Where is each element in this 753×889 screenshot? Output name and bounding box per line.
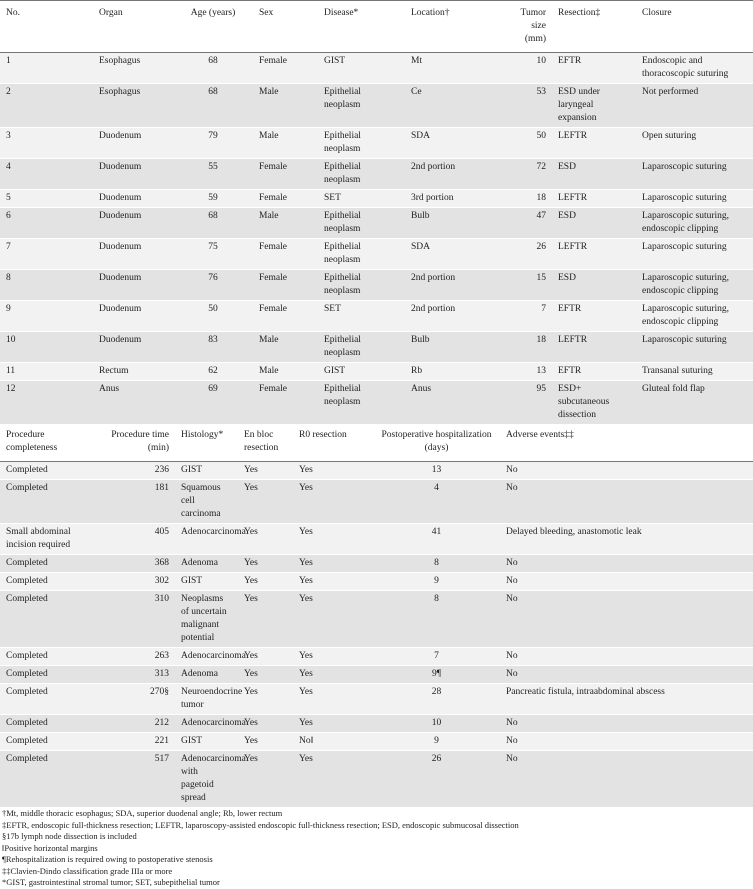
table-cell: LEFTR — [558, 242, 588, 252]
table-cell: 83 — [208, 335, 218, 345]
table-cell: SDA — [411, 131, 431, 141]
table-cell: GIST — [324, 366, 346, 376]
table-row — [0, 733, 753, 751]
table-cell: LEFTR — [558, 193, 588, 203]
table-cell: Laparoscopic suturing, endoscopic clipping — [642, 304, 730, 327]
table-cell: Epithelial neoplasm — [324, 211, 361, 234]
column-header: Histology* — [181, 430, 224, 440]
table-cell: Duodenum — [99, 162, 142, 172]
table-cell: 7 — [6, 242, 11, 252]
table1-header-row — [0, 1, 753, 53]
column-header: Tumor size (mm) — [520, 8, 546, 44]
table-cell: 8 — [6, 273, 11, 283]
table-cell: 2nd portion — [411, 162, 456, 172]
table-cell: ESD+ subcutaneous dissection — [558, 384, 610, 420]
table-row — [0, 381, 753, 425]
table-cell: 1 — [6, 56, 11, 66]
table-cell: No — [506, 576, 518, 586]
table-cell: Male — [259, 131, 279, 141]
table-cell: Yes — [244, 465, 258, 475]
table-cell: Yes — [299, 483, 313, 493]
table-row — [0, 84, 753, 128]
table-row — [0, 684, 753, 715]
table-cell: 55 — [208, 162, 218, 172]
table-cell: 3rd portion — [411, 193, 454, 203]
table-cell: Completed — [6, 465, 48, 475]
table-cell: 76 — [208, 273, 218, 283]
table-cell: Yes — [244, 576, 258, 586]
table-cell: EFTR — [558, 366, 582, 376]
table-cell: Laparoscopic suturing — [642, 193, 727, 203]
table-cell: 181 — [154, 483, 169, 493]
table-cell: 310 — [154, 594, 169, 604]
table-cell: Small abdominal incision required — [6, 527, 71, 550]
table-cell: LEFTR — [558, 335, 588, 345]
table-cell: GIST — [181, 576, 203, 586]
table-cell: No — [506, 483, 518, 493]
table-cell: Female — [259, 162, 287, 172]
table-cell: No — [506, 669, 518, 679]
footnote: ‡‡Clavien-Dindo classification grade IIIa or more — [2, 865, 173, 876]
table-cell: Adenocarcinoma — [181, 651, 246, 661]
table-cell: Completed — [6, 558, 48, 568]
table-cell: Female — [259, 304, 287, 314]
table-cell: Esophagus — [99, 56, 141, 66]
table-cell: Yes — [299, 669, 313, 679]
table-row — [0, 573, 753, 591]
table-cell: 9¶ — [431, 669, 442, 679]
table-cell: Adenocarcinoma with pagetoid spread — [181, 754, 246, 803]
table-cell: Yes — [299, 594, 313, 604]
table-cell: Yes — [244, 687, 258, 697]
table-cell: Yes — [244, 718, 258, 728]
footnotes — [0, 808, 753, 889]
table-cell: 2 — [6, 87, 11, 97]
table-cell: Duodenum — [99, 273, 142, 283]
table-cell: Adenoma — [181, 669, 218, 679]
table-cell: Gluteal fold flap — [642, 384, 705, 394]
table-cell: Female — [259, 193, 287, 203]
table-cell: 8 — [434, 594, 439, 604]
table-cell: Yes — [244, 736, 258, 746]
table-cell: 212 — [154, 718, 169, 728]
table-row — [0, 480, 753, 524]
table-cell: Epithelial neoplasm — [324, 131, 361, 154]
table-cell: 68 — [208, 87, 218, 97]
table-cell: 9 — [434, 576, 439, 586]
table-cell: 50 — [208, 304, 218, 314]
table-cell: Female — [259, 56, 287, 66]
table-row — [0, 524, 753, 555]
table-cell: Esophagus — [99, 87, 141, 97]
table-cell: Duodenum — [99, 242, 142, 252]
table-row — [0, 666, 753, 684]
table-cell: 302 — [154, 576, 169, 586]
table-cell: Duodenum — [99, 211, 142, 221]
table-cell: Female — [259, 242, 287, 252]
column-header: En bloc resection — [244, 430, 279, 453]
table-cell: Bulb — [411, 211, 430, 221]
table-row — [0, 332, 753, 363]
table-cell: 11 — [6, 366, 16, 376]
table-row — [0, 363, 753, 381]
table-cell: 13 — [431, 465, 442, 475]
table-cell: Laparoscopic suturing — [642, 242, 727, 252]
table-cell: Yes — [244, 527, 258, 537]
table-cell: Yes — [299, 718, 313, 728]
table-cell: 313 — [154, 669, 169, 679]
table-cell: Duodenum — [99, 131, 142, 141]
table-cell: Completed — [6, 669, 48, 679]
table-row — [0, 53, 753, 84]
column-header: Postoperative hospitalization (days) — [381, 430, 492, 453]
column-header: Procedure time (min) — [111, 430, 169, 453]
table-row — [0, 301, 753, 332]
table-cell: EFTR — [558, 304, 582, 314]
table-cell: 4 — [6, 162, 11, 172]
table-cell: Completed — [6, 718, 48, 728]
procedure-outcomes-table — [0, 425, 753, 808]
table-cell: 6 — [6, 211, 11, 221]
table-cell: Not performed — [642, 87, 699, 97]
table-cell: Completed — [6, 736, 48, 746]
table-cell: 9 — [434, 736, 439, 746]
table-cell: Epithelial neoplasm — [324, 335, 361, 358]
table-cell: No — [506, 718, 518, 728]
table-cell: Delayed bleeding, anastomotic leak — [506, 527, 642, 537]
table-cell: 8 — [434, 558, 439, 568]
table-cell: Transanal suturing — [642, 366, 713, 376]
table-cell: No — [506, 736, 518, 746]
table-cell: No — [506, 594, 518, 604]
table-cell: Yes — [244, 594, 258, 604]
table-cell: Laparoscopic suturing — [642, 335, 727, 345]
table-cell: No‖ — [299, 736, 314, 746]
table-cell: Adenocarcinoma — [181, 718, 246, 728]
table-row — [0, 159, 753, 190]
table-cell: 15 — [536, 273, 546, 283]
table-cell: ESD — [558, 273, 576, 283]
table-row — [0, 128, 753, 159]
table-row — [0, 648, 753, 666]
table-cell: 79 — [208, 131, 218, 141]
table-cell: Rb — [411, 366, 423, 376]
table-cell: Completed — [6, 483, 48, 493]
table-row — [0, 591, 753, 648]
table-cell: Rectum — [99, 366, 129, 376]
table-cell: 50 — [536, 131, 546, 141]
table-cell: Yes — [299, 754, 313, 764]
table-cell: 3 — [6, 131, 11, 141]
table-cell: Duodenum — [99, 335, 142, 345]
footnote: ‡EFTR, endoscopic full-thickness resection; LEFTR, laparoscopy-assisted endoscopic full-thickness resection; ESD, endoscopic submucosal dissection — [2, 819, 519, 830]
table-cell: 41 — [431, 527, 442, 537]
table-cell: Epithelial neoplasm — [324, 384, 361, 407]
table-row — [0, 555, 753, 573]
table-cell: EFTR — [558, 56, 582, 66]
table-cell: Laparoscopic suturing, endoscopic clipping — [642, 211, 730, 234]
column-header: Location† — [411, 8, 450, 18]
table-cell: 59 — [208, 193, 218, 203]
footnote: †Mt, middle thoracic esophagus; SDA, superior duodenal angle; Rb, lower rectum — [2, 808, 283, 818]
table-cell: Yes — [299, 651, 313, 661]
table-cell: Male — [259, 87, 279, 97]
table-cell: 10 — [431, 718, 442, 728]
table-cell: 95 — [536, 384, 546, 394]
table-cell: Completed — [6, 754, 48, 764]
table-cell: GIST — [181, 736, 203, 746]
table-row — [0, 715, 753, 733]
table-cell: 7 — [434, 651, 439, 661]
table-cell: Female — [259, 273, 287, 283]
table-cell: SET — [324, 193, 341, 203]
column-header: Disease* — [324, 8, 359, 18]
table-cell: SET — [324, 304, 341, 314]
table-cell: Female — [259, 384, 287, 394]
table-cell: 18 — [536, 335, 546, 345]
table-cell: 75 — [208, 242, 218, 252]
table-cell: Adenoma — [181, 558, 218, 568]
table-cell: Yes — [299, 527, 313, 537]
table-cell: 28 — [431, 687, 442, 697]
table-cell: Ce — [411, 87, 422, 97]
table-cell: No — [506, 754, 518, 764]
table-cell: 270§ — [150, 687, 169, 697]
table-cell: Epithelial neoplasm — [324, 87, 361, 110]
table-row — [0, 751, 753, 808]
table-cell: Pancreatic fistula, intraabdominal abscess — [506, 687, 665, 697]
table-cell: Yes — [299, 465, 313, 475]
table-cell: 221 — [154, 736, 169, 746]
table-cell: ESD — [558, 211, 576, 221]
table-cell: Completed — [6, 576, 48, 586]
table2-header-row — [0, 425, 753, 462]
table-cell: Yes — [299, 687, 313, 697]
table-cell: Neuroendocrine tumor — [181, 687, 243, 710]
table-cell: 68 — [208, 211, 218, 221]
table-cell: Yes — [244, 754, 258, 764]
table-cell: LEFTR — [558, 131, 588, 141]
table-cell: 9 — [6, 304, 11, 314]
table-cell: Yes — [244, 483, 258, 493]
table-cell: Adenocarcinoma — [181, 527, 246, 537]
footnote: §17b lymph node dissection is included — [2, 831, 137, 841]
table-cell: Squamous cell carcinoma — [181, 483, 221, 519]
table-cell: SDA — [411, 242, 431, 252]
table-cell: Duodenum — [99, 193, 142, 203]
table-cell: Male — [259, 335, 279, 345]
table-cell: No — [506, 465, 518, 475]
column-header: Closure — [642, 8, 672, 18]
table-cell: 10 — [6, 335, 16, 345]
table-cell: 7 — [541, 304, 546, 314]
table-cell: Completed — [6, 594, 48, 604]
table-cell: 4 — [434, 483, 439, 493]
table-cell: 368 — [154, 558, 169, 568]
table-cell: Neoplasms of uncertain malignant potential — [181, 594, 227, 643]
table-cell: Epithelial neoplasm — [324, 273, 361, 296]
patient-characteristics-table — [0, 0, 753, 425]
table-cell: No — [506, 651, 518, 661]
table-cell: Anus — [411, 384, 432, 394]
table-cell: 13 — [536, 366, 546, 376]
table-cell: Endoscopic and thoracoscopic suturing — [642, 56, 729, 79]
table-cell: 2nd portion — [411, 304, 456, 314]
table-row — [0, 190, 753, 208]
table-cell: Yes — [244, 558, 258, 568]
table-cell: 12 — [6, 384, 16, 394]
table-cell: 53 — [536, 87, 546, 97]
column-header: R0 resection — [299, 430, 347, 440]
table-cell: Male — [259, 366, 279, 376]
footnote: *GIST, gastrointestinal stromal tumor; SET, subepithelial tumor — [2, 877, 220, 887]
table-cell: Completed — [6, 687, 48, 697]
table-row — [0, 270, 753, 301]
table-cell: 26 — [431, 754, 442, 764]
table-cell: GIST — [181, 465, 203, 475]
table-cell: 517 — [154, 754, 169, 764]
table-cell: 405 — [154, 527, 169, 537]
table-cell: 72 — [536, 162, 546, 172]
table-cell: Yes — [299, 576, 313, 586]
table-cell: 68 — [208, 56, 218, 66]
column-header: Resection‡ — [558, 8, 601, 18]
table-cell: No — [506, 558, 518, 568]
table-cell: 62 — [208, 366, 218, 376]
column-header: Age (years) — [190, 8, 236, 18]
table-cell: Epithelial neoplasm — [324, 242, 361, 265]
table-cell: Yes — [244, 651, 258, 661]
table-cell: Anus — [99, 384, 120, 394]
table-cell: 236 — [154, 465, 169, 475]
column-header: Sex — [259, 8, 274, 18]
table-cell: Yes — [244, 669, 258, 679]
table-cell: Male — [259, 211, 279, 221]
table-cell: ESD under laryngeal expansion — [558, 87, 600, 123]
table-cell: 47 — [536, 211, 546, 221]
column-header: No. — [6, 8, 20, 18]
table-cell: Laparoscopic suturing, endoscopic clipping — [642, 273, 730, 296]
column-header: Adverse events‡‡ — [506, 430, 574, 440]
table-cell: 18 — [536, 193, 546, 203]
table-cell: Completed — [6, 651, 48, 661]
table-cell: 2nd portion — [411, 273, 456, 283]
table-cell: 69 — [208, 384, 218, 394]
column-header: Procedure completeness — [6, 430, 58, 453]
table-cell: Yes — [299, 558, 313, 568]
table-cell: ESD — [558, 162, 576, 172]
table-cell: 26 — [536, 242, 546, 252]
table-cell: GIST — [324, 56, 346, 66]
table-cell: Mt — [411, 56, 423, 66]
table-cell: Epithelial neoplasm — [324, 162, 361, 185]
table-row — [0, 208, 753, 239]
table-row — [0, 239, 753, 270]
table-cell: 5 — [6, 193, 11, 203]
footnote: ¶Rehospitalization is required owing to postoperative stenosis — [2, 854, 213, 864]
table-cell: Open suturing — [642, 131, 697, 141]
footnote: ‖Positive horizontal margins — [2, 842, 98, 853]
table-cell: 263 — [154, 651, 169, 661]
table-cell: Bulb — [411, 335, 430, 345]
table-cell: Laparoscopic suturing — [642, 162, 727, 172]
table-cell: 10 — [536, 56, 546, 66]
column-header: Organ — [99, 8, 123, 18]
table-row — [0, 462, 753, 480]
table-cell: Duodenum — [99, 304, 142, 314]
